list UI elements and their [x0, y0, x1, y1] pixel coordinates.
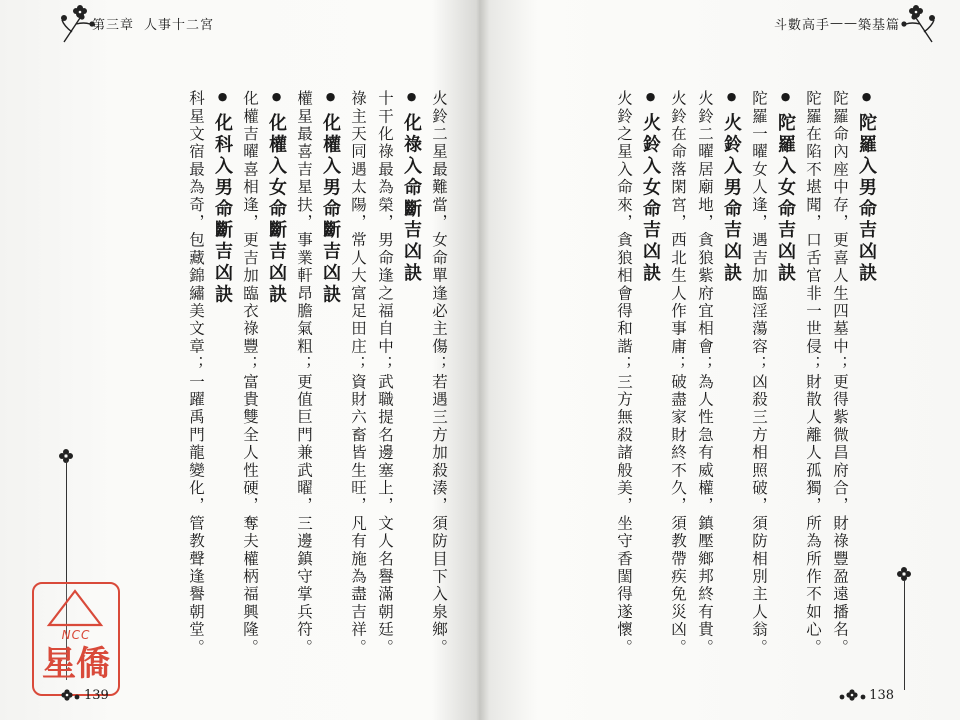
- header-dash: ——: [829, 16, 858, 31]
- verse-column: 陀羅一曜女人逢，遇吉加臨淫蕩容；凶殺三方相照破，須防相別主人翁。: [750, 90, 768, 657]
- verse-column: 陀羅命內座中存，更喜人生四墓中；更得紫微昌府合，財祿豐盈遠播名。: [831, 90, 849, 657]
- section-heading: ● 化祿入命斷吉凶訣: [398, 90, 425, 650]
- stamp-chinese: 星僑: [42, 644, 110, 684]
- verse-column: 化權吉曜喜相逢，更吉加臨衣祿豐；富貴雙全人性硬，奪夫權柄福興隆。: [241, 90, 259, 657]
- book-title: 斗數高手: [773, 18, 830, 33]
- verse-column: 火鈴二星最難當，女命單逢必主傷；若遇三方加殺湊，須防目下入泉鄉。: [430, 90, 448, 657]
- running-header: [92, 14, 214, 33]
- section-heading: ● 火鈴入男命吉凶訣: [718, 90, 745, 650]
- section-heading: ● 化權入女命斷吉凶訣: [263, 90, 290, 650]
- page-number: 139: [84, 688, 109, 703]
- flower-ornament-icon: [898, 2, 938, 44]
- right-page: [480, 0, 960, 720]
- verse-column: 火鈴之星入命來，貪狼相會得和諧；三方無殺諸般美，坐守香閨得遂懷。: [615, 90, 633, 657]
- verse-column: 陀羅在陷不堪聞，口舌官非一世侵；財散人離人孤獨，所為所作不如心。: [804, 90, 822, 657]
- watermark-stamp: [32, 582, 120, 696]
- book-subtitle: 築基篇: [857, 18, 900, 33]
- section-heading: ● 化科入男命斷吉凶訣: [209, 90, 236, 650]
- footer-flower-icon: [60, 688, 82, 702]
- chapter-number: 第三章: [92, 18, 135, 33]
- chapter-title: 人事十二宮: [144, 18, 215, 33]
- section-heading: ● 陀羅入男命吉凶訣: [853, 90, 880, 650]
- verse-column: 火鈴在命落閑宮，西北生人作事庸；破盡家財終不久，須教帶疾免災凶。: [669, 90, 687, 657]
- section-heading: ● 化權入男命斷吉凶訣: [317, 90, 344, 650]
- stamp-triangle-icon: [46, 588, 104, 628]
- verse-column: 火鈴二曜居廟地，貪狼紫府宜相會；為人性急有威權，鎮壓鄉邦終有貴。: [696, 90, 714, 657]
- verse-column: 十干化祿最為榮，男命逢之福自中；武職提名邊塞上，文人名譽滿朝廷。: [376, 90, 394, 657]
- stamp-latin: NCC: [61, 628, 91, 642]
- page-number: 138: [869, 688, 894, 703]
- vertical-text-block: [182, 90, 452, 657]
- vertical-text-block: [610, 90, 880, 657]
- section-heading: ● 火鈴入女命吉凶訣: [637, 90, 664, 650]
- verse-column: 權星最喜吉星扶，事業軒昂膽氣粗；更值巨門兼武曜，三邊鎮守掌兵符。: [295, 90, 313, 657]
- verse-column: 科星文宿最為奇，包藏錦繡美文章；一躍禹門龍變化，管教聲逢譽朝堂。: [187, 90, 205, 657]
- running-header: [774, 14, 900, 33]
- footer-flower-icon: [838, 688, 868, 702]
- verse-column: 祿主天同遇太陽，常人大富足田庄；資財六畜皆生旺，凡有施為盡吉祥。: [349, 90, 367, 657]
- margin-rule: [904, 580, 905, 690]
- section-heading: ● 陀羅入女命吉凶訣: [772, 90, 799, 650]
